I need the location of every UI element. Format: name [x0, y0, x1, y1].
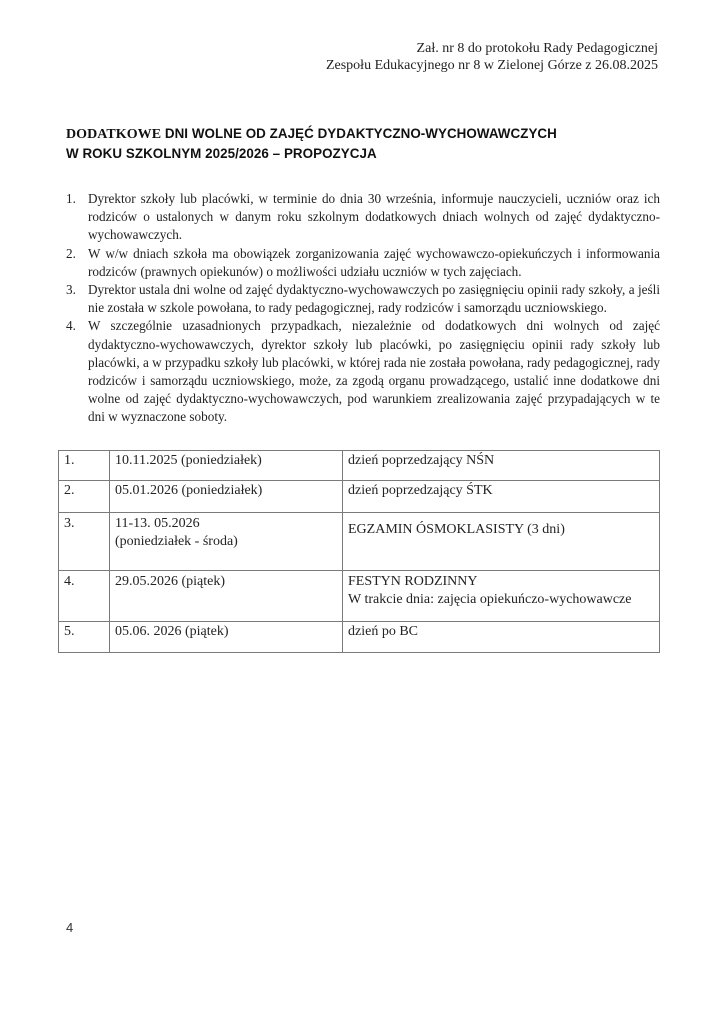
page-number: 4 — [66, 920, 74, 935]
cell-description — [343, 481, 660, 513]
date-text: 05.01.2026 (poniedziałek) — [115, 483, 263, 498]
document-header — [326, 40, 658, 74]
rule-number: 4. — [66, 318, 76, 334]
rule-number: 3. — [66, 282, 76, 298]
title-line-1-rest: DNI WOLNE OD ZAJĘĆ DYDAKTYCZNO-WYCHOWAWCZYCH — [161, 126, 557, 141]
rule-text: Dyrektor szkoły lub placówki, w terminie do dnia 30 września, informuje nauczycieli, uczniów oraz ich rodziców o ustalonych w danym roku szkolnym dodatkowych dniach wolnych od zajęć dydaktyczno-wychowawczych. — [88, 191, 660, 243]
table-row — [59, 622, 660, 653]
cell-description — [343, 513, 660, 571]
cell-date — [110, 451, 343, 481]
cell-date — [110, 481, 343, 513]
document-title — [66, 124, 557, 163]
date-text: 29.05.2026 (piątek) — [115, 574, 226, 589]
rule-text: W w/w dniach szkoła ma obowiązek zorganizowania zajęć wychowawczo-opiekuńczych i informowania rodziców (prawnych opiekunów) o możliwości udziału uczniów w tych zajęciach. — [88, 245, 660, 279]
rules-list — [66, 190, 660, 427]
date-text: 11-13. 05.2026 — [115, 516, 200, 531]
cell-description — [343, 622, 660, 653]
cell-number: 4. — [59, 571, 110, 622]
description-text: EGZAMIN ÓSMOKLASISTY (3 dni) — [348, 522, 565, 537]
rule-item — [66, 281, 660, 317]
header-line-1: Zał. nr 8 do protokołu Rady Pedagogicznej — [416, 41, 658, 56]
cell-number: 1. — [59, 451, 110, 481]
title-line-1 — [66, 124, 557, 144]
table-row — [59, 451, 660, 481]
description-text: dzień poprzedzający NŚN — [348, 453, 495, 468]
cell-date — [110, 571, 343, 622]
description-text: dzień po BC — [348, 624, 418, 639]
header-line-2: Zespołu Edukacyjnego nr 8 w Zielonej Górze z 26.08.2025 — [325, 58, 658, 73]
cell-description — [343, 571, 660, 622]
table-row — [59, 481, 660, 513]
cell-date — [110, 622, 343, 653]
title-first-word: DODATKOWE — [66, 127, 162, 142]
rule-number: 2. — [66, 245, 76, 261]
cell-description — [343, 451, 660, 481]
rule-text: Dyrektor ustala dni wolne od zajęć dydaktyczno-wychowawczych po zasięgnięciu opinii rady szkoły, a jeśli nie została w szkole powołana, to rady pedagogicznej, rady rodziców i samorządu uczniowskiego. — [88, 282, 660, 316]
rule-text: W szczególnie uzasadnionych przypadkach, niezależnie od dodatkowych dni wolnych od zajęć dydaktyczno-wychowawczych, dyrektor szkoły lub placówki, po zasięgnięciu opinii rady szkoły lub placówki, a w przypadku szkoły lub placówki, w której rada nie została powołana, rady pedagogicznej, rady rodziców i samorządu uczniowskiego, może, za zgodą organu prowadzącego, ustalić inne dodatkowe dni wolne od zajęć dydaktyczno-wychowawczych, pod warunkiem zrealizowania zajęć przypadających w te dni w wyznaczone soboty. — [88, 318, 660, 425]
date-text: 10.11.2025 (poniedziałek) — [115, 453, 262, 468]
cell-number: 2. — [59, 481, 110, 513]
rule-item — [66, 245, 660, 281]
rule-item — [66, 317, 660, 426]
date-text: 05.06. 2026 (piątek) — [115, 624, 229, 639]
cell-number: 5. — [59, 622, 110, 653]
description-text: dzień poprzedzający ŚTK — [348, 483, 493, 498]
rule-item — [66, 190, 660, 245]
description-text-line-2: W trakcie dnia: zajęcia opiekuńczo-wychowawcze — [348, 592, 632, 607]
table-row — [59, 513, 660, 571]
date-text-line-2: (poniedziałek - środa) — [115, 534, 238, 549]
description-text: FESTYN RODZINNY — [348, 574, 478, 589]
title-line-2: W ROKU SZKOLNYM 2025/2026 – PROPOZYCJA — [66, 146, 377, 161]
cell-date — [110, 513, 343, 571]
table-row — [59, 571, 660, 622]
days-off-table — [58, 450, 660, 653]
rule-number: 1. — [66, 191, 76, 206]
cell-number: 3. — [59, 513, 110, 571]
